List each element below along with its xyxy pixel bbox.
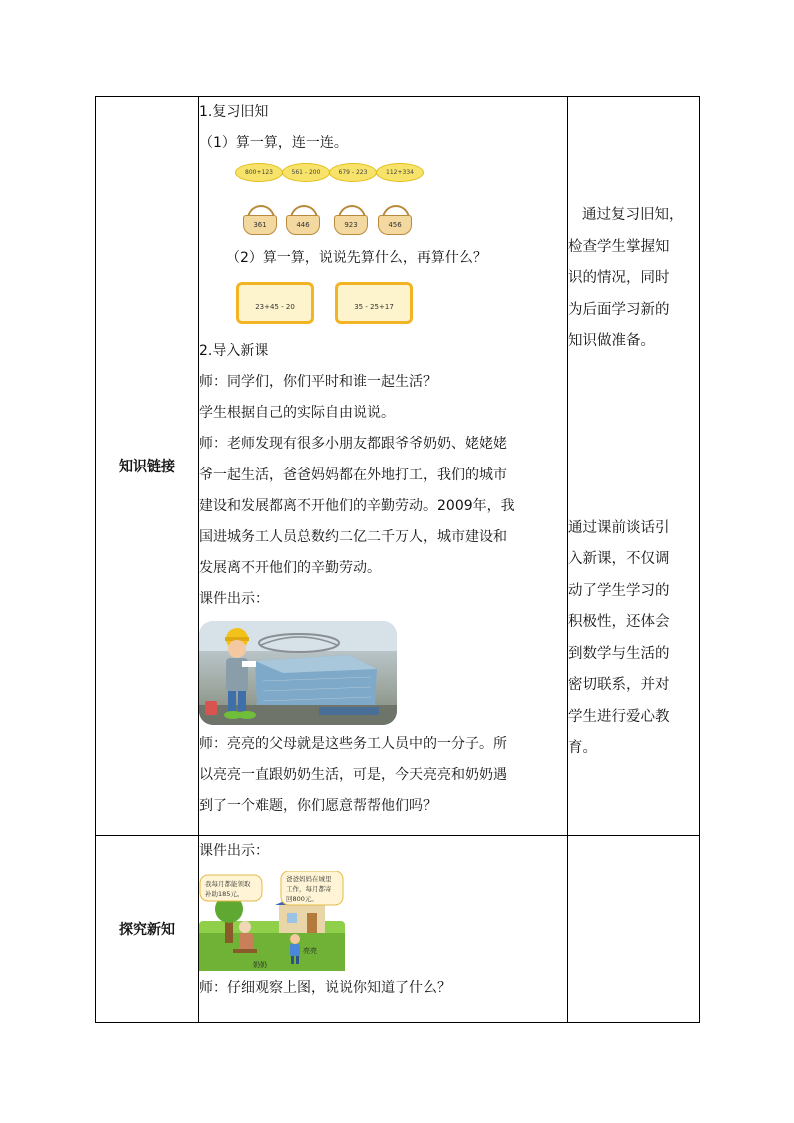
basket: [378, 205, 412, 235]
bubble-left-line: 我每月都能领取: [205, 880, 251, 888]
bubble-right-line: 爸爸妈妈在城里: [286, 875, 332, 883]
construction-illustration: [199, 621, 397, 725]
text-line: 发展离不开他们的辛勤劳动。: [199, 560, 381, 576]
expression-card: 23+45 - 20: [236, 282, 314, 324]
card-row: [199, 278, 567, 336]
basket-number: 361: [243, 215, 277, 235]
text-line: 以亮亮一直跟奶奶生活，可是，今天亮亮和奶奶遇: [199, 767, 507, 783]
bubble-right-line: 回800元。: [286, 895, 318, 903]
basket-number: 446: [286, 215, 320, 235]
text-line: 到了一个难题，你们愿意帮帮他们吗？: [199, 798, 437, 814]
note-line: 密切联系，并对: [568, 677, 670, 693]
notes-knowledge: [568, 97, 700, 836]
text-line: 学生根据自己的实际自由说说。: [199, 405, 395, 421]
note-line: 到数学与生活的: [568, 645, 670, 662]
name-grandma: 奶奶: [253, 961, 267, 969]
expression-card: 35 - 25+17: [335, 282, 413, 324]
note-line: 积极性，还体会: [568, 614, 670, 630]
name-boy: 亮亮: [303, 947, 317, 955]
row-label-knowledge: 知识链接: [96, 97, 199, 836]
lemon-row: [235, 159, 567, 187]
task1-text: （1）算一算，连一连。: [199, 135, 348, 151]
lemon-expression: 679 - 223: [329, 163, 377, 182]
show-text: 课件出示：: [199, 843, 269, 859]
note-line: 通过课前谈话引: [568, 519, 670, 536]
task2-text: （2）算一算，说说先算什么，再算什么？: [226, 250, 487, 266]
note-line: 学生进行爱心教: [568, 708, 670, 725]
bubble-left-line: 补助185元。: [205, 890, 244, 898]
construction-site-image: [199, 621, 397, 725]
lemon-expression: 561 - 200: [282, 163, 330, 182]
bubble-right-line: 工作，每月都寄: [286, 885, 332, 893]
family-illustration: [199, 871, 345, 971]
text-line: 爷一起生活，爸爸妈妈都在外地打工，我们的城市: [199, 467, 507, 483]
basket-row: [235, 201, 567, 243]
basket: [286, 205, 320, 235]
row-knowledge-link: [96, 97, 700, 836]
text-line: 建设和发展都离不开他们的辛勤劳动。2009年，我: [199, 498, 515, 514]
note-line: 为后面学习新的: [568, 301, 670, 318]
text-line: 国进城务工人员总数约二亿二千万人，城市建设和: [199, 529, 507, 545]
note-line: 育。: [568, 740, 597, 756]
basket-number: 923: [334, 215, 368, 235]
review-heading: 1.复习旧知: [199, 104, 269, 120]
basket: [243, 205, 277, 235]
note-line: 检查学生掌握知: [568, 238, 670, 255]
row-explore-new: [96, 836, 700, 1023]
note-line: 知识做准备。: [568, 333, 655, 349]
lemon-expression: 800+123: [235, 163, 283, 182]
content-knowledge: [199, 97, 568, 836]
lesson-table: [95, 96, 700, 1023]
note-line: 动了学生学习的: [568, 582, 670, 599]
text-line: 课件出示：: [199, 591, 269, 607]
question-text: 师：仔细观察上图，说说你知道了什么？: [199, 980, 451, 996]
text-line: 师：亮亮的父母就是这些务工人员中的一分子。所: [199, 736, 507, 752]
text-line: 师：同学们，你们平时和谁一起生活？: [199, 374, 437, 390]
row-label-explore: 探究新知: [96, 836, 199, 1023]
note-line: 识的情况，同时: [568, 270, 670, 286]
family-scene-image: [199, 871, 345, 971]
notes-explore: [568, 836, 700, 1023]
note-line: 入新课，不仅调: [568, 551, 670, 567]
lemon-expression: 112+334: [376, 163, 424, 182]
note-line: 通过复习旧知，: [582, 207, 684, 223]
intro-heading: 2.导入新课: [199, 343, 269, 359]
basket: [334, 205, 368, 235]
content-explore: [199, 836, 568, 1023]
text-line: 师：老师发现有很多小朋友都跟爷爷奶奶、姥姥姥: [199, 436, 507, 452]
basket-number: 456: [378, 215, 412, 235]
